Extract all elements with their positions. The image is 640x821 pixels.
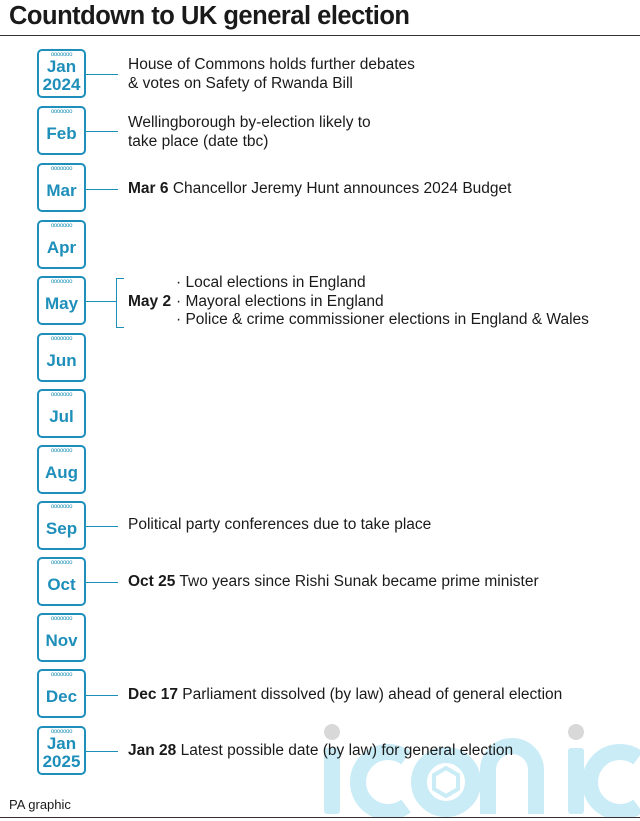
month-label: Nov xyxy=(45,630,78,650)
month-label: Dec xyxy=(45,686,78,706)
event-oct xyxy=(128,573,539,592)
event-sep xyxy=(128,516,431,535)
calendar-dec-icon xyxy=(37,669,86,718)
title-rule xyxy=(0,35,640,36)
month-label: Jan xyxy=(46,57,77,76)
calendar-apr-icon xyxy=(37,220,86,269)
event-feb xyxy=(128,114,371,151)
connector-feb xyxy=(86,131,118,132)
calendar-rings: ooooooo xyxy=(50,336,73,342)
may-item: · Mayoral elections in England xyxy=(176,293,384,310)
event-dec xyxy=(128,686,562,705)
connector-jan-2024 xyxy=(86,74,118,75)
event-text: House of Commons holds further debates xyxy=(128,56,415,73)
month-label: Aug xyxy=(44,462,79,482)
event-date: Mar 6 xyxy=(128,180,169,197)
connector-mar xyxy=(86,189,118,190)
calendar-rings: ooooooo xyxy=(50,448,73,454)
bottom-rule xyxy=(0,817,640,818)
month-label: Feb xyxy=(46,123,77,143)
month-label: May xyxy=(44,293,79,313)
event-text: Chancellor Jeremy Hunt announces 2024 Budget xyxy=(172,180,512,197)
calendar-jan-2025-icon xyxy=(37,726,86,775)
month-label: Jul xyxy=(49,406,74,426)
calendar-jan-2024-icon xyxy=(37,49,86,98)
calendar-aug-icon xyxy=(37,445,86,494)
connector-dec xyxy=(86,695,118,696)
event-text: & votes on Safety of Rwanda Bill xyxy=(128,74,353,92)
year-label: 2025 xyxy=(42,752,81,771)
month-label: Jan xyxy=(46,734,77,753)
event-text: Wellingborough by-election likely to xyxy=(128,114,371,131)
event-date: Jan 28 xyxy=(128,742,177,759)
calendar-rings: ooooooo xyxy=(50,504,73,510)
calendar-sep-icon xyxy=(37,501,86,550)
may-item: · Police & crime commissioner elections in England & Wales xyxy=(176,311,589,328)
may-item: · Local elections in England xyxy=(176,274,366,291)
calendar-feb-icon xyxy=(37,106,86,155)
connector-oct xyxy=(86,582,118,583)
calendar-rings: ooooooo xyxy=(50,672,73,678)
event-text: Latest possible date (by law) for general election xyxy=(180,742,514,759)
connector-jan-2025 xyxy=(86,751,118,752)
calendar-rings: ooooooo xyxy=(50,729,73,735)
credit: PA graphic xyxy=(9,797,71,812)
page-title: Countdown to UK general election xyxy=(9,2,410,30)
event-text: take place (date tbc) xyxy=(128,132,269,150)
event-jan-2025 xyxy=(128,742,513,761)
event-date: Oct 25 xyxy=(128,573,176,590)
calendar-rings: ooooooo xyxy=(50,616,73,622)
calendar-jul-icon xyxy=(37,389,86,438)
month-label: Jun xyxy=(46,350,77,370)
calendar-rings: ooooooo xyxy=(50,166,73,172)
month-label: Mar xyxy=(46,180,77,200)
event-may-date xyxy=(128,293,171,312)
calendar-may-icon xyxy=(37,276,86,325)
calendar-rings: ooooooo xyxy=(50,560,73,566)
calendar-rings: ooooooo xyxy=(50,392,73,398)
event-date: Dec 17 xyxy=(128,686,178,703)
calendar-rings: ooooooo xyxy=(50,223,73,229)
calendar-mar-icon xyxy=(37,163,86,212)
month-label: Apr xyxy=(46,237,77,257)
event-mar xyxy=(128,180,511,199)
connector-may xyxy=(86,301,116,302)
may-bracket xyxy=(116,278,124,328)
event-jan-2024 xyxy=(128,56,415,93)
event-text: Two years since Rishi Sunak became prime minister xyxy=(179,573,539,590)
connector-sep xyxy=(86,526,118,527)
month-label: Oct xyxy=(47,574,76,594)
event-date: May 2 xyxy=(128,293,172,310)
month-label: Sep xyxy=(45,518,78,538)
calendar-jun-icon xyxy=(37,333,86,382)
calendar-rings: ooooooo xyxy=(50,52,73,58)
calendar-nov-icon xyxy=(37,613,86,662)
calendar-rings: ooooooo xyxy=(50,279,73,285)
event-text: Political party conferences due to take place xyxy=(128,516,432,533)
calendar-rings: ooooooo xyxy=(50,109,73,115)
year-label: 2024 xyxy=(42,75,81,94)
iconic-watermark-logo xyxy=(318,714,640,817)
event-text: Parliament dissolved (by law) ahead of general election xyxy=(182,686,563,703)
calendar-oct-icon xyxy=(37,557,86,606)
